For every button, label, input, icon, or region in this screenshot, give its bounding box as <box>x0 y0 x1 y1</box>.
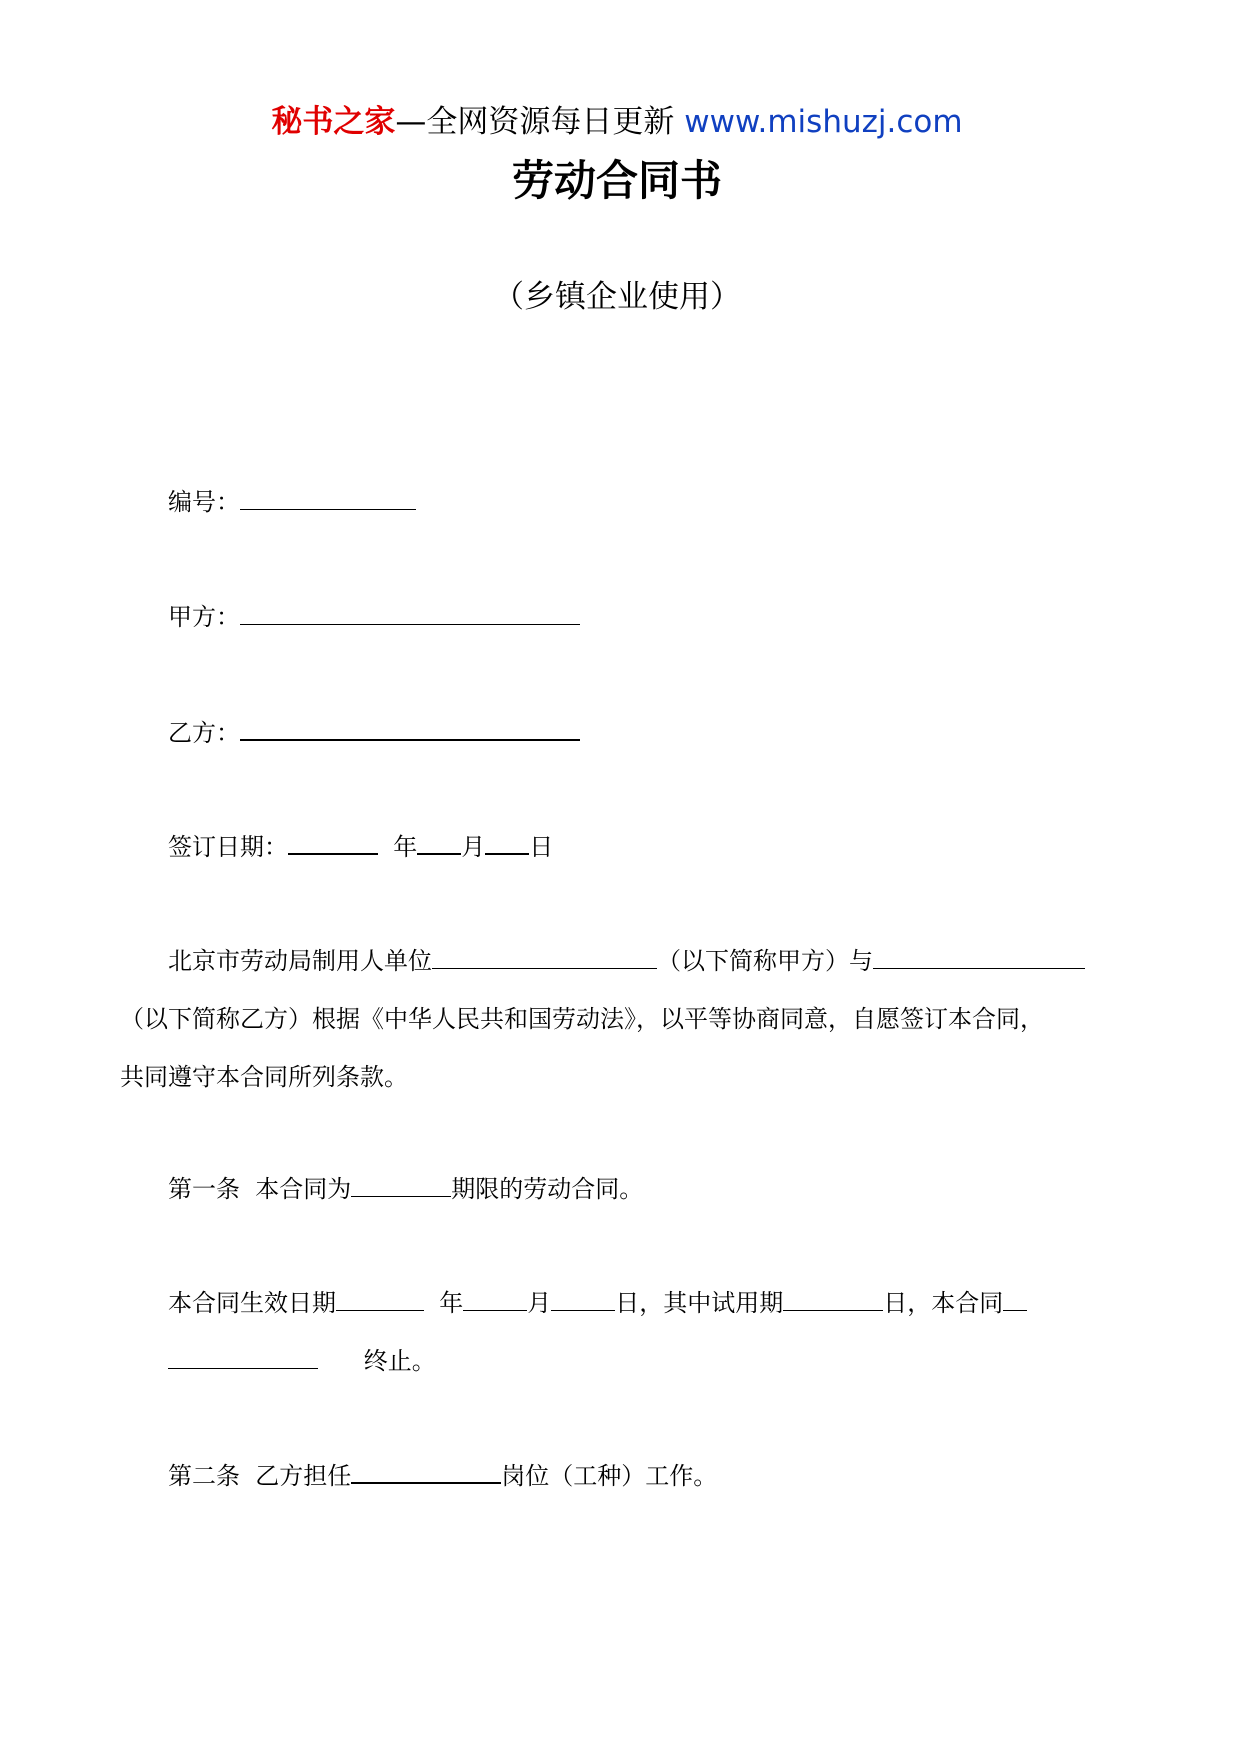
document-subtitle: （乡镇企业使用） <box>493 279 741 315</box>
intro-text-b: （以下简称甲方）与 <box>657 947 873 975</box>
party-b-blank <box>240 715 580 741</box>
effective-day-b: 日，本合同 <box>883 1289 1004 1317</box>
intro-line-2: （以下简称乙方）根据《中华人民共和国劳动法》，以平等协商同意，自愿签订本合同， <box>120 1005 1044 1033</box>
effective-text-a: 本合同生效日期 <box>168 1289 336 1317</box>
effective-date-line <box>168 1286 1027 1320</box>
employer-blank <box>432 944 657 969</box>
sign-month-blank <box>417 829 461 855</box>
contract-term-blank <box>351 1172 451 1197</box>
sign-year-label: 年 <box>393 833 418 861</box>
article-1-text-a: 本合同为 <box>255 1175 352 1203</box>
end-date-blank <box>168 1344 318 1369</box>
number-label: 编号： <box>168 488 240 516</box>
effective-day-a: 日，其中试用期 <box>615 1289 784 1317</box>
number-line <box>168 485 416 519</box>
article-1-text-b: 期限的劳动合同。 <box>451 1175 644 1203</box>
party-a-label: 甲方： <box>168 603 240 631</box>
effective-end-text: 终止。 <box>363 1347 436 1375</box>
probation-days-blank <box>783 1286 883 1311</box>
party-a-blank <box>240 600 580 625</box>
party-a-line <box>168 600 580 634</box>
site-url[interactable]: www.mishuzj.com <box>684 104 963 140</box>
end-date-blank-start <box>1003 1286 1027 1311</box>
article-1-line <box>168 1172 643 1206</box>
effective-month-blank <box>463 1286 527 1311</box>
sign-date-label: 签订日期： <box>168 833 288 861</box>
intro-text-a: 北京市劳动局制用人单位 <box>168 947 432 975</box>
sign-day-blank <box>485 829 529 855</box>
effective-end-line <box>168 1344 436 1378</box>
header-slogan: 全网资源每日更新 <box>426 104 685 140</box>
sign-month-label: 月 <box>461 833 486 861</box>
sign-year-blank <box>288 829 378 855</box>
intro-line-3: 共同遵守本合同所列条款。 <box>120 1063 408 1091</box>
job-position-blank <box>351 1458 501 1484</box>
article-2-text-b: 岗位（工种）工作。 <box>501 1462 718 1490</box>
document-title: 劳动合同书 <box>511 156 722 205</box>
header-dash: — <box>395 104 427 140</box>
article-2-text-a: 乙方担任 <box>255 1462 352 1490</box>
party-b-label: 乙方： <box>168 719 240 747</box>
employee-blank <box>873 944 1085 969</box>
article-2-line <box>168 1458 717 1493</box>
intro-line-1 <box>168 944 1085 978</box>
number-blank <box>240 485 416 510</box>
site-header <box>0 100 1234 144</box>
site-name: 秘书之家 <box>271 104 396 140</box>
article-2-label: 第二条 <box>168 1462 240 1490</box>
party-b-line <box>168 715 580 750</box>
effective-month-label: 月 <box>527 1289 552 1317</box>
effective-year-label: 年 <box>439 1289 464 1317</box>
sign-day-label: 日 <box>529 833 554 861</box>
article-1-label: 第一条 <box>168 1175 240 1203</box>
effective-year-blank <box>336 1286 424 1311</box>
sign-date-line <box>168 829 553 864</box>
effective-day-blank <box>551 1286 615 1311</box>
